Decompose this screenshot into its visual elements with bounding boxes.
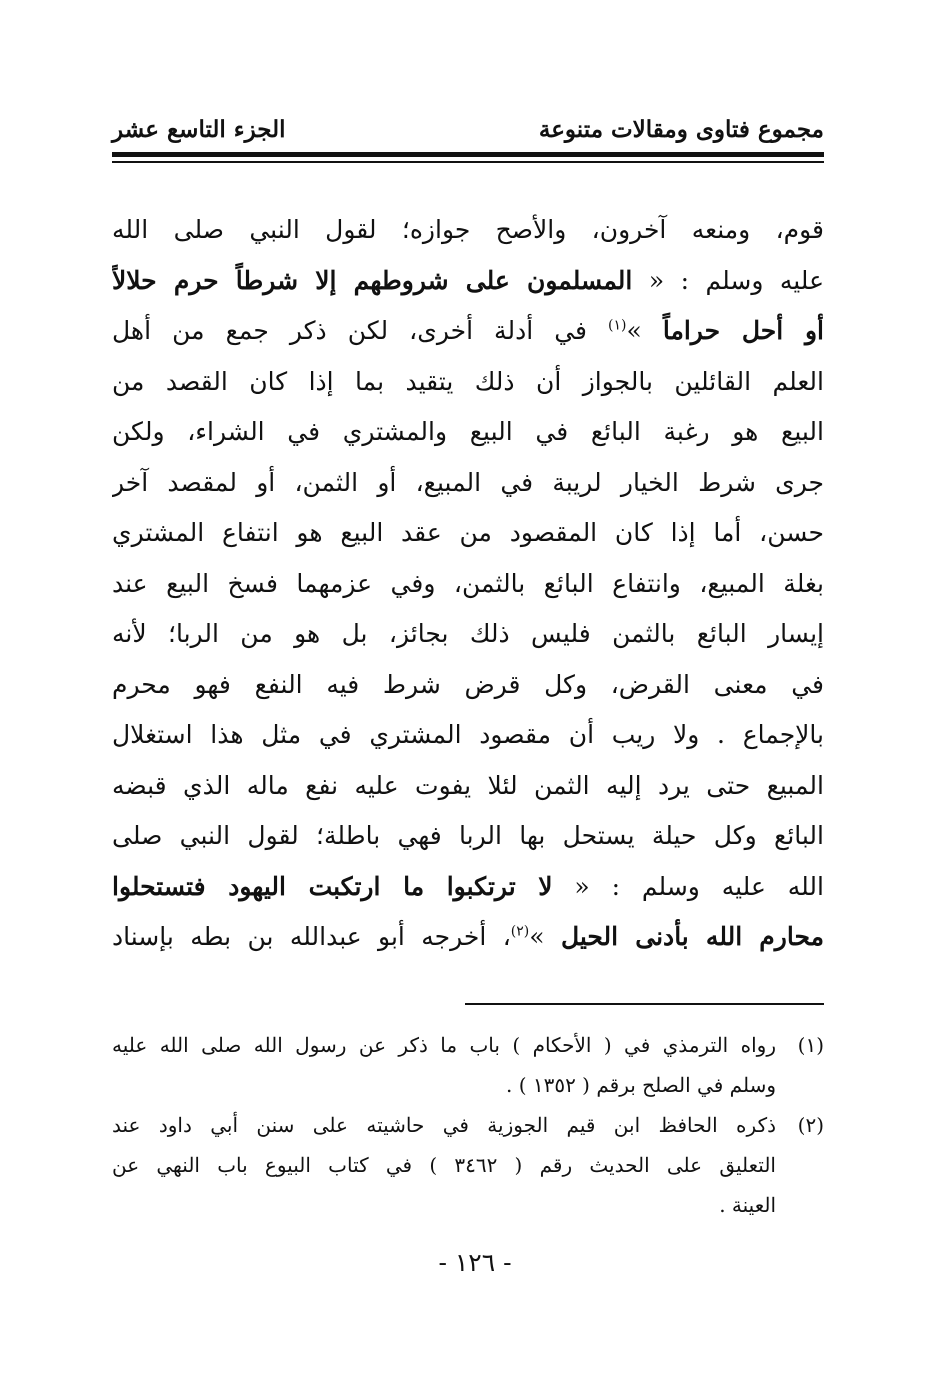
book-title: مجموع فتاوى ومقالات متنوعة [538, 116, 824, 143]
main-text [112, 205, 824, 965]
text-line [112, 710, 824, 761]
text-line [112, 256, 824, 307]
text-line [112, 912, 824, 963]
footnote-number: (١) [797, 1033, 824, 1057]
text-run: جرى شرط الخيار لريبة في المبيع، أو الثمن، أو لمقصد آخر [112, 467, 824, 497]
footnote-line: العينة . [719, 1193, 776, 1217]
text-line [112, 811, 824, 862]
text-run: المبيع حتى يرد إليه الثمن لئلا يفوت عليه نفع ماله الذي قبضه [112, 770, 824, 800]
text-line [112, 559, 824, 610]
footnote-line: وسلم في الصلح برقم ( ١٣٥٢ ) . [505, 1073, 776, 1097]
hadith-quote: لا ترتكبوا ما ارتكبت اليهود فتستحلوا [112, 871, 553, 901]
footnote-line: ذكره الحافظ ابن قيم الجوزية في حاشيته على سنن أبي داود عند [112, 1113, 776, 1137]
text-line [112, 660, 824, 711]
hadith-quote: المسلمون على شروطهم إلا شرطاً حرم حلالاً [112, 265, 633, 295]
page-number: - ١٢٦ - [438, 1248, 512, 1277]
text-line [112, 761, 824, 812]
footnote-2 [112, 1105, 824, 1225]
footnote-line: رواه الترمذي في ( الأحكام ) باب ما ذكر عن رسول الله صلى الله عليه [112, 1033, 776, 1057]
text-run: الله عليه وسلم : « [552, 871, 824, 901]
text-line [112, 609, 824, 660]
text-line [112, 508, 824, 559]
text-run: » [626, 316, 663, 345]
text-run: في معنى القرض، وكل قرض شرط فيه النفع فهو محرم [112, 669, 824, 699]
text-line [112, 306, 824, 357]
footnote-number: (٢) [797, 1113, 824, 1137]
text-run: عليه وسلم : « [632, 265, 824, 295]
text-run: حسن، أما إذا كان المقصود من عقد البيع هو انتفاع المشتري [112, 518, 824, 547]
text-run: العلم القائلين بالجواز أن ذلك يتقيد بما إذا كان القصد من [112, 366, 824, 396]
text-line [112, 407, 824, 458]
text-line [112, 458, 824, 509]
text-run: ، أخرجه أبو عبدالله بن بطه بإسناد [112, 922, 511, 951]
header-rule-thick [112, 152, 824, 157]
text-run: بغلة المبيع، وانتفاع البائع بالثمن، وفي عزمهما فسخ البيع عند [112, 568, 824, 598]
volume-label: الجزء التاسع عشر [112, 116, 286, 143]
text-run: البائع وكل حيلة يستحل بها الربا فهي باطلة؛ لقول النبي صلى [112, 821, 824, 850]
text-line [112, 862, 824, 913]
text-run: » [529, 922, 561, 951]
text-run: قوم، ومنعه آخرون، والأصح جوازه؛ لقول النبي صلى الله [112, 215, 824, 244]
footnote-ref: (١) [608, 317, 627, 334]
text-line [112, 357, 824, 408]
footnote-separator [465, 1003, 824, 1005]
header-rule-thin [112, 161, 824, 163]
footnote-1 [112, 1025, 824, 1105]
text-run: بالإجماع . ولا ريب أن مقصود المشتري في مثل هذا استغلال [112, 720, 824, 749]
hadith-quote: أو أحل حراماً [662, 316, 824, 345]
text-run: في أدلة أخرى، لكن ذكر جمع من أهل [112, 316, 609, 345]
running-header [112, 112, 824, 152]
footnote-ref: (٢) [510, 923, 530, 940]
hadith-quote: محارم الله بأدنى الحيل [560, 922, 824, 951]
text-line [112, 205, 824, 256]
text-run: إيسار البائع بالثمن فليس ذلك بجائز، بل هو من الربا؛ لأنه [112, 619, 824, 648]
footnotes [112, 1025, 824, 1225]
text-run: البيع هو رغبة البائع في البيع والمشتري في الشراء، ولكن [112, 417, 824, 446]
footnote-line: التعليق على الحديث رقم ( ٣٤٦٢ ) في كتاب البيوع باب النهي عن [112, 1153, 776, 1177]
